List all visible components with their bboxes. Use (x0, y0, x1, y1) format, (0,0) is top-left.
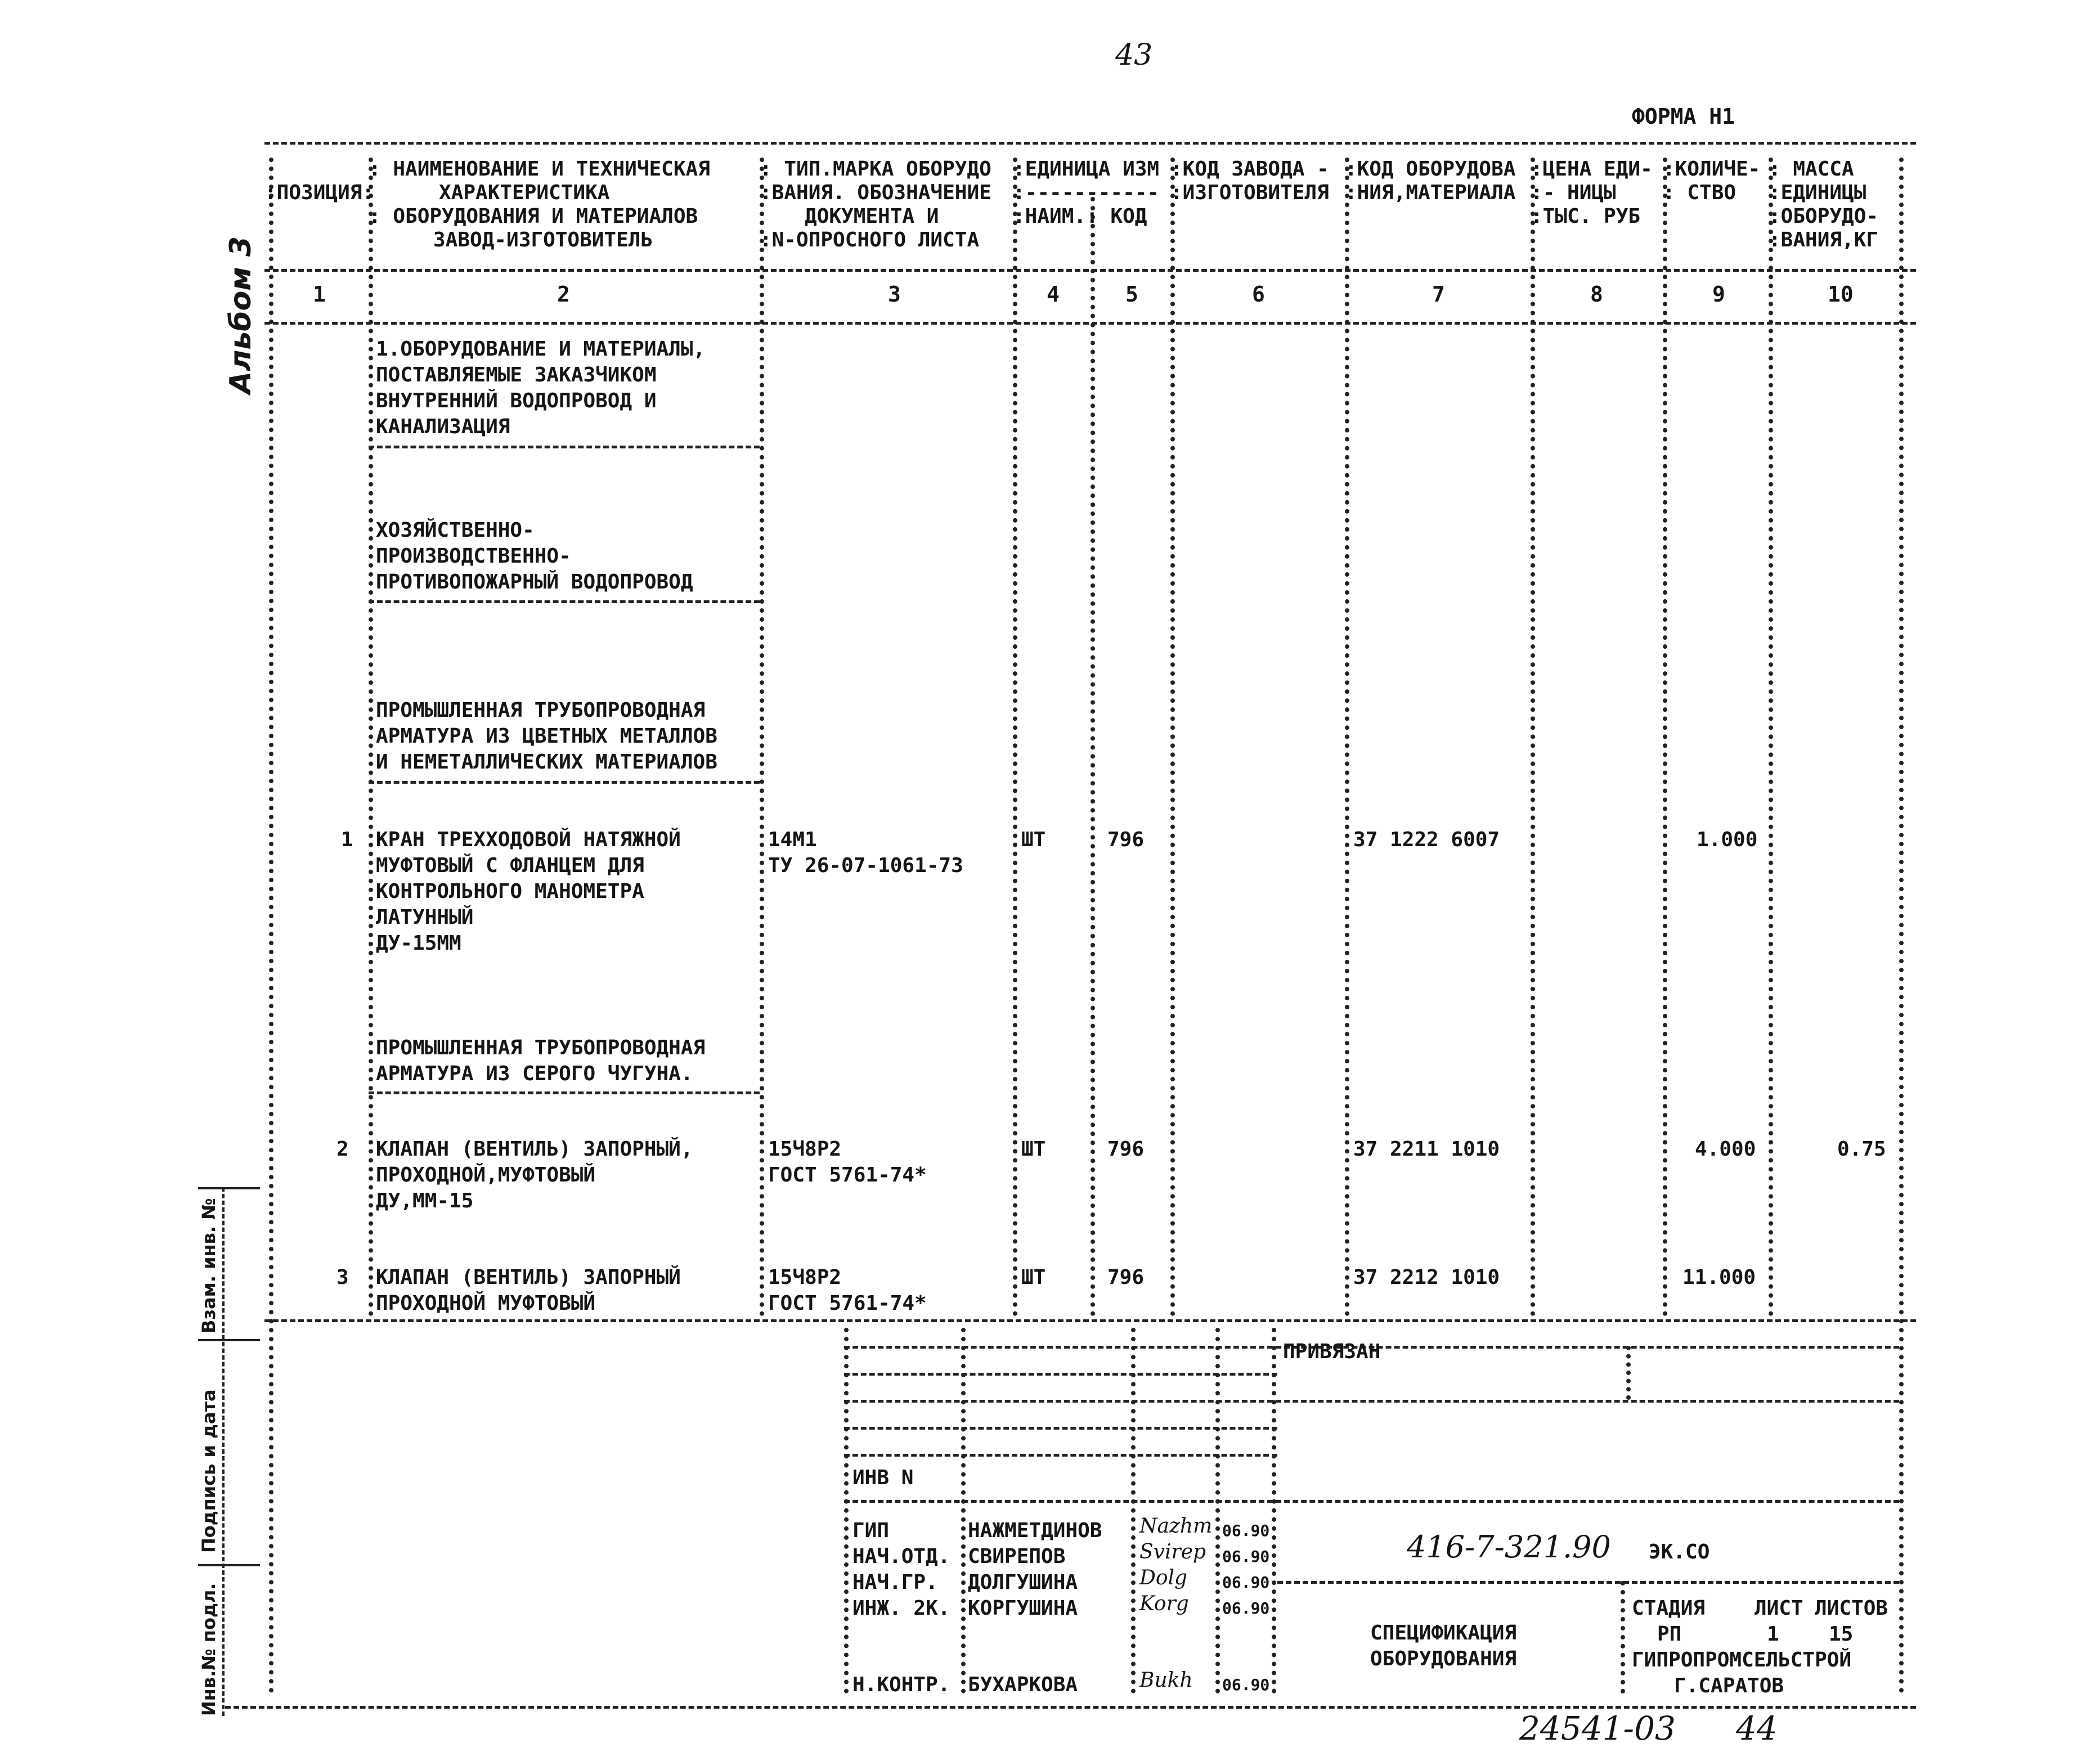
section-title: ПРОИЗВОДСТВЕННО- (376, 545, 571, 568)
table-row-name: КРАН ТРЕХХОДОВОЙ НАТЯЖНОЙ (376, 828, 681, 851)
stage-value: РП (1657, 1623, 1682, 1646)
col-sep (1170, 158, 1175, 1317)
table-row-type: 15Ч8Р2 (768, 1266, 842, 1289)
section-title: И НЕМЕТАЛЛИЧЕСКИХ МАТЕРИАЛОВ (376, 751, 717, 774)
col-number: 7 (1432, 282, 1445, 307)
header-mass-3: :ОБОРУДО- (1769, 205, 1879, 228)
stamp-linked-label: ПРИВЯЗАН (1283, 1340, 1381, 1363)
table-row-equip-code: 37 1222 6007 (1353, 828, 1500, 851)
footer-rule (225, 1706, 1916, 1709)
section-title: ПРОМЫШЛЕННАЯ ТРУБОПРОВОДНАЯ (376, 699, 706, 722)
header-unit-2: :----------- (1013, 181, 1160, 204)
table-row-name: ДУ,ММ-15 (376, 1189, 474, 1212)
table-row-type: ГОСТ 5761-74* (768, 1292, 927, 1315)
footer-page-number: 44 (1736, 1709, 1778, 1747)
section-title: АРМАТУРА ИЗ СЕРОГО ЧУГУНА. (376, 1062, 693, 1085)
header-unit-3: :НАИМ.: КОД (1013, 205, 1147, 228)
section-title: ХОЗЯЙСТВЕННО- (376, 519, 535, 542)
header-price-2: :- НИЦЫ (1531, 181, 1616, 204)
col-sep (1663, 158, 1667, 1317)
header-qty-2: : СТВО (1663, 181, 1736, 204)
col-number: 2 (557, 282, 570, 307)
col-sep (1531, 158, 1535, 1317)
stamp-rule (844, 1427, 1277, 1430)
section-title: ПРОМЫШЛЕННАЯ ТРУБОПРОВОДНАЯ (376, 1036, 706, 1059)
section-title: АРМАТУРА ИЗ ЦВЕТНЫХ МЕТАЛЛОВ (376, 725, 717, 748)
col-sep (1091, 197, 1095, 1317)
stamp-signature: Korg (1139, 1592, 1189, 1615)
col-number: 3 (888, 282, 901, 307)
sheet-label: ЛИСТ (1755, 1597, 1803, 1620)
stamp-rule (844, 1400, 1899, 1403)
table-row-name: КЛАПАН (ВЕНТИЛЬ) ЗАПОРНЫЙ, (376, 1138, 693, 1161)
section-title: ВНУТРЕННИЙ ВОДОПРОВОД И (376, 389, 657, 412)
table-row-name: ЛАТУННЫЙ (376, 906, 474, 929)
table-row-qty: 4.000 (1695, 1138, 1756, 1161)
header-name-1: : НАИМЕНОВАНИЕ И ТЕХНИЧЕСКАЯ (369, 158, 710, 181)
stamp-person: ДОЛГУШИНА (968, 1571, 1078, 1594)
col-sep (369, 158, 373, 1317)
stamp-inv-label: ИНВ N (852, 1466, 914, 1489)
table-row-type: ТУ 26-07-1061-73 (768, 854, 963, 877)
col-sep (1013, 158, 1017, 1317)
col-number: 4 (1047, 282, 1060, 307)
header-code-1: :КОД ОБОРУДОВА (1345, 158, 1516, 181)
side-album-label: Альбом 3 (224, 236, 258, 394)
table-row-unit-code: 796 (1107, 1266, 1145, 1289)
stamp-signature: Svirep (1139, 1540, 1206, 1564)
table-row-type: 14М1 (768, 828, 817, 851)
table-row-name: ДУ-15ММ (376, 932, 461, 955)
stamp-role: ИНЖ. 2К. (852, 1597, 950, 1620)
table-row-unit-code: 796 (1107, 1138, 1145, 1161)
sheets-label: ЛИСТОВ (1815, 1597, 1888, 1620)
table-right-border (1899, 158, 1904, 1693)
table-row-type: ГОСТ 5761-74* (768, 1163, 927, 1187)
table-row-unit: ШТ (1021, 1138, 1046, 1161)
stamp-date: 06.90 (1222, 1547, 1270, 1566)
stamp-rule (844, 1500, 1899, 1503)
org-city: Г.САРАТОВ (1674, 1674, 1784, 1697)
stamp-rule (844, 1454, 1277, 1457)
org-name: ГИПРОПРОМСЕЛЬСТРОЙ (1632, 1648, 1852, 1672)
footer-archive-code: 24541-03 (1519, 1709, 1676, 1747)
header-price-1: :ЦЕНА ЕДИ- (1531, 158, 1653, 181)
table-row-name: КЛАПАН (ВЕНТИЛЬ) ЗАПОРНЫЙ (376, 1266, 681, 1289)
stamp-person: СВИРЕПОВ (968, 1545, 1066, 1568)
table-row-mass: 0.75 (1837, 1138, 1886, 1161)
stamp-rule (1277, 1581, 1899, 1584)
doc-code: 416-7-321.90 (1407, 1529, 1611, 1565)
table-left-border (269, 158, 273, 1693)
section-rule (369, 600, 760, 603)
col-number: 1 (313, 282, 326, 307)
table-row-equip-code: 37 2212 1010 (1353, 1266, 1500, 1289)
stamp-sep (1272, 1328, 1276, 1693)
header-mass-1: : МАССА (1769, 158, 1854, 181)
sheet-value: 1 (1767, 1623, 1779, 1646)
stamp-sep (844, 1328, 849, 1693)
doc-title: СПЕЦИФИКАЦИЯ (1370, 1621, 1517, 1645)
section-title: КАНАЛИЗАЦИЯ (376, 415, 510, 438)
table-row-equip-code: 37 2211 1010 (1353, 1138, 1500, 1161)
stamp-sep (1131, 1328, 1136, 1693)
col-number: 9 (1712, 282, 1725, 307)
col-number: 5 (1125, 282, 1138, 307)
table-row-name: МУФТОВЫЙ С ФЛАНЦЕМ ДЛЯ (376, 854, 644, 877)
stamp-sep (1626, 1346, 1631, 1400)
table-top-rule (264, 142, 1916, 145)
stamp-role: НАЧ.ГР. (852, 1571, 938, 1594)
table-row-unit: ШТ (1021, 1266, 1046, 1289)
section-rule (369, 781, 760, 784)
page-number: 43 (1115, 38, 1153, 72)
section-title: ПРОТИВОПОЖАРНЫЙ ВОДОПРОВОД (376, 570, 693, 594)
col-number: 10 (1828, 282, 1854, 307)
stamp-rule (844, 1373, 1277, 1376)
header-mass-2: :ЕДИНИЦЫ (1769, 181, 1866, 204)
col-number: 8 (1590, 282, 1603, 307)
sheets-value: 15 (1829, 1623, 1854, 1646)
header-name-4: ЗАВОД-ИЗГОТОВИТЕЛЬ (433, 228, 653, 251)
stamp-role: ГИП (852, 1519, 890, 1542)
table-row-name: ПРОХОДНОЙ,МУФТОВЫЙ (376, 1163, 596, 1187)
header-maker-2: :ИЗГОТОВИТЕЛЯ (1170, 181, 1329, 204)
section-title: 1.ОБОРУДОВАНИЕ И МАТЕРИАЛЫ, (376, 338, 706, 361)
header-type-4: :N-ОПРОСНОГО ЛИСТА (760, 228, 980, 251)
body-end-rule (264, 1319, 1916, 1322)
side-replace-inv: Взам. инв. № (198, 1198, 219, 1333)
doc-title: ОБОРУДОВАНИЯ (1370, 1647, 1517, 1670)
section-title: ПОСТАВЛЯЕМЫЕ ЗАКАЗЧИКОМ (376, 363, 657, 387)
stamp-date: 06.90 (1222, 1521, 1270, 1540)
header-unit-1: :ЕДИНИЦА ИЗМ (1013, 158, 1160, 181)
stamp-date: 06.90 (1222, 1573, 1270, 1592)
table-row-pos: 2 (336, 1138, 349, 1161)
table-row-qty: 1.000 (1697, 828, 1758, 851)
table-row-qty: 11.000 (1682, 1266, 1756, 1289)
header-name-2: ХАРАКТЕРИСТИКА (439, 181, 610, 204)
col-number: 6 (1252, 282, 1265, 307)
stamp-sep (1621, 1581, 1625, 1693)
stage-label: СТАДИЯ (1632, 1597, 1706, 1620)
side-divider-2 (198, 1339, 260, 1341)
header-type-1: : ТИП.МАРКА ОБОРУДО (760, 158, 991, 181)
stamp-person: БУХАРКОВА (968, 1673, 1078, 1696)
table-row-unit-code: 796 (1107, 828, 1145, 851)
side-border (222, 1187, 225, 1716)
header-price-3: :ТЫС. РУБ (1531, 205, 1641, 228)
stamp-sep (961, 1328, 966, 1693)
stamp-signature: Nazhm (1139, 1515, 1213, 1538)
table-row-type: 15Ч8Р2 (768, 1138, 842, 1161)
stamp-role: НАЧ.ОТД. (852, 1545, 950, 1568)
header-type-2: :ВАНИЯ. ОБОЗНАЧЕНИЕ (760, 181, 991, 204)
col-sep (1345, 158, 1349, 1317)
side-sign-date: Подпись и дата (198, 1389, 219, 1553)
header-qty-1: :КОЛИЧЕ- (1663, 158, 1761, 181)
header-maker-1: :КОД ЗАВОДА - (1170, 158, 1329, 181)
form-label: ФОРМА Н1 (1632, 104, 1735, 129)
header-pos: :ПОЗИЦИЯ: (264, 181, 375, 204)
stamp-role: Н.КОНТР. (852, 1673, 950, 1696)
table-row-pos: 3 (336, 1266, 349, 1289)
side-divider-3 (198, 1564, 260, 1566)
stamp-date: 06.90 (1222, 1599, 1270, 1618)
section-rule (369, 1091, 760, 1094)
stamp-signature: Bukh (1139, 1669, 1193, 1692)
col-sep (760, 158, 764, 1317)
stamp-date: 06.90 (1222, 1675, 1270, 1694)
side-inv-orig: Инв.№ подл. (198, 1583, 219, 1716)
header-type-3: ДОКУМЕНТА И (805, 205, 939, 228)
stamp-sep (1215, 1328, 1220, 1693)
stamp-person: НАЖМЕТДИНОВ (968, 1519, 1102, 1542)
doc-mark: ЭК.СО (1649, 1540, 1710, 1564)
table-row-pos: 1 (341, 828, 353, 851)
header-mass-4: :ВАНИЯ,КГ (1769, 228, 1879, 251)
table-row-name: ПРОХОДНОЙ МУФТОВЫЙ (376, 1292, 596, 1315)
header-code-2: :НИЯ,МАТЕРИАЛА (1345, 181, 1516, 204)
header-name-3: : ОБОРУДОВАНИЯ И МАТЕРИАЛОВ (369, 205, 698, 228)
side-divider-1 (198, 1187, 260, 1189)
table-row-name: КОНТРОЛЬНОГО МАНОМЕТРА (376, 880, 644, 903)
section-rule (369, 446, 760, 448)
col-sep (1769, 158, 1773, 1317)
stamp-person: КОРГУШИНА (968, 1597, 1078, 1620)
stamp-signature: Dolg (1139, 1566, 1188, 1589)
table-row-unit: ШТ (1021, 828, 1046, 851)
